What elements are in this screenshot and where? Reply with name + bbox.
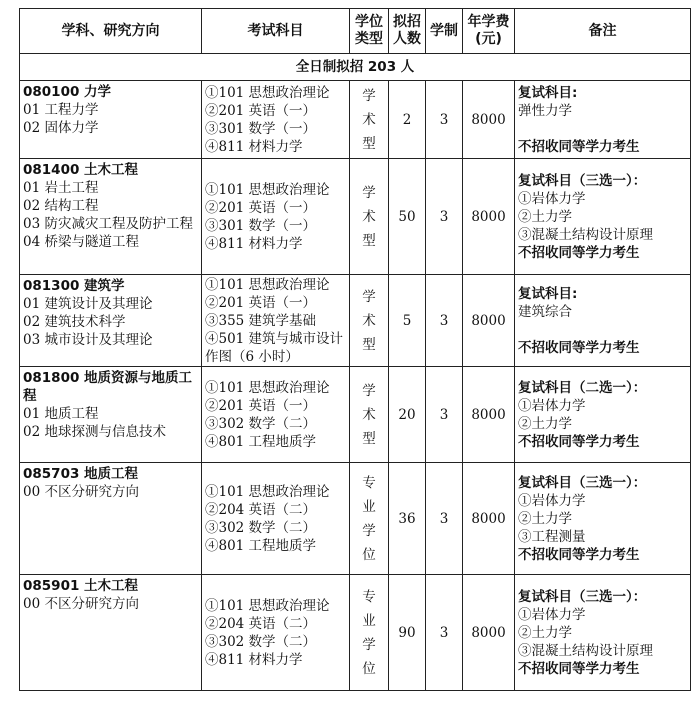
retest-item: ①岩体力学 [518,397,586,414]
fee-cell: 8000 [463,367,515,463]
exam-subject: ①101 思想政治理论 [205,276,330,293]
notes-cell [515,275,691,367]
degree-type-cell: 学 术 型 [350,367,389,463]
retest-title: 复试科目（二选一）： [518,379,647,396]
header-notes: 备注 [515,9,691,54]
degree-type-cell: 学 术 型 [350,275,389,367]
exam-subject: ③355 建筑学基础 [205,312,317,329]
enrollment-banner: 全日制拟招 203 人 [20,54,691,81]
restriction-note: 不招收同等学力考生 [518,138,640,155]
degree-type-cell: 专 业 学 位 [350,575,389,691]
notes-cell [515,463,691,575]
retest-item: ②土力学 [518,208,572,225]
exam-subjects-cell [202,275,350,367]
exam-subject: ②204 英语（二） [205,501,317,518]
header-duration: 学制 [426,9,463,54]
exam-subject: ①101 思想政治理论 [205,84,330,101]
exam-subject: ②201 英语（一） [205,397,317,414]
exam-subject: ④801 工程地质学 [205,433,317,450]
exam-subject: ②201 英语（一） [205,294,317,311]
research-direction: 01 建筑设计及其理论 [23,296,153,312]
research-direction: 00 不区分研究方向 [23,484,139,500]
research-direction: 02 地球探测与信息技术 [23,424,166,440]
header-major: 学科、研究方向 [20,9,202,54]
major-code-name: 085901 土木工程 [23,578,139,594]
exam-subject: ④811 材料力学 [205,138,303,155]
quota-cell: 5 [389,275,426,367]
exam-subject: ④501 建筑与城市设计作图（6 小时） [205,330,344,365]
exam-subject: ①101 思想政治理论 [205,597,330,614]
retest-title: 复试科目（三选一）： [518,172,647,189]
retest-title: 复试科目（三选一）： [518,474,647,491]
exam-subjects-cell [202,463,350,575]
major-cell [20,463,202,575]
research-direction: 03 防灾减灾工程及防护工程 [23,216,193,232]
table-row [20,81,691,159]
research-direction: 02 建筑技术科学 [23,314,126,330]
degree-type-cell: 专 业 学 位 [350,463,389,575]
fee-cell: 8000 [463,159,515,275]
retest-item: 建筑综合 [518,303,572,320]
exam-subject: ③302 数学（二） [205,519,317,536]
retest-item: ③混凝土结构设计原理 [518,226,653,243]
quota-cell: 2 [389,81,426,159]
restriction-note: 不招收同等学力考生 [518,339,640,356]
retest-item: ③工程测量 [518,528,586,545]
restriction-note: 不招收同等学力考生 [518,546,640,563]
retest-item: ①岩体力学 [518,606,586,623]
retest-item: ③混凝土结构设计原理 [518,642,653,659]
major-code-name: 081300 建筑学 [23,278,125,294]
exam-subject: ①101 思想政治理论 [205,181,330,198]
research-direction: 01 工程力学 [23,102,99,118]
duration-cell: 3 [426,463,463,575]
exam-subject: ②204 英语（二） [205,615,317,632]
table-row [20,463,691,575]
major-cell [20,159,202,275]
exam-subject: ④811 材料力学 [205,651,303,668]
notes-cell [515,575,691,691]
major-code-name: 081800 地质资源与地质工程 [23,370,193,404]
table-row [20,367,691,463]
exam-subject: ③302 数学（二） [205,633,317,650]
header-degree-type: 学位 类型 [350,9,389,54]
retest-item: ①岩体力学 [518,190,586,207]
table-row [20,275,691,367]
fee-cell: 8000 [463,463,515,575]
exam-subjects-cell [202,575,350,691]
retest-item: ②土力学 [518,510,572,527]
restriction-note: 不招收同等学力考生 [518,660,640,677]
exam-subject: ①101 思想政治理论 [205,483,330,500]
restriction-note: 不招收同等学力考生 [518,244,640,261]
notes-cell [515,159,691,275]
fee-cell: 8000 [463,275,515,367]
quota-cell: 90 [389,575,426,691]
retest-item: 弹性力学 [518,102,572,119]
retest-item: ②土力学 [518,415,572,432]
degree-type-cell: 学 术 型 [350,81,389,159]
header-row [20,9,691,54]
banner-row [20,54,691,81]
major-code-name: 081400 土木工程 [23,162,139,178]
major-cell [20,81,202,159]
research-direction: 01 地质工程 [23,406,99,422]
header-fee: 年学费 (元) [463,9,515,54]
research-direction: 02 固体力学 [23,120,99,136]
research-direction: 00 不区分研究方向 [23,596,139,612]
retest-title: 复试科目（三选一）： [518,588,647,605]
exam-subjects-cell [202,367,350,463]
retest-title: 复试科目: [518,285,578,302]
table-row [20,159,691,275]
research-direction: 02 结构工程 [23,198,99,214]
fee-cell: 8000 [463,575,515,691]
restriction-note: 不招收同等学力考生 [518,433,640,450]
quota-cell: 50 [389,159,426,275]
quota-cell: 36 [389,463,426,575]
retest-item: ①岩体力学 [518,492,586,509]
major-cell [20,575,202,691]
header-quota: 拟招 人数 [389,9,426,54]
exam-subject: ②201 英语（一） [205,199,317,216]
exam-subjects-cell [202,159,350,275]
duration-cell: 3 [426,81,463,159]
exam-subject: ①101 思想政治理论 [205,379,330,396]
notes-cell [515,81,691,159]
quota-cell: 20 [389,367,426,463]
exam-subject: ②201 英语（一） [205,102,317,119]
table-row [20,575,691,691]
research-direction: 04 桥梁与隧道工程 [23,234,139,250]
exam-subject: ④811 材料力学 [205,235,303,252]
major-code-name: 080100 力学 [23,84,112,100]
research-direction: 03 城市设计及其理论 [23,332,153,348]
header-subjects: 考试科目 [202,9,350,54]
duration-cell: 3 [426,367,463,463]
exam-subject: ③302 数学（二） [205,415,317,432]
admissions-table [19,8,691,691]
retest-item: ②土力学 [518,624,572,641]
exam-subjects-cell [202,81,350,159]
exam-subject: ④801 工程地质学 [205,537,317,554]
exam-subject: ③301 数学（一） [205,120,317,137]
major-cell [20,275,202,367]
notes-cell [515,367,691,463]
degree-type-cell: 学 术 型 [350,159,389,275]
research-direction: 01 岩土工程 [23,180,99,196]
retest-title: 复试科目: [518,84,578,101]
exam-subject: ③301 数学（一） [205,217,317,234]
duration-cell: 3 [426,575,463,691]
duration-cell: 3 [426,159,463,275]
major-code-name: 085703 地质工程 [23,466,139,482]
fee-cell: 8000 [463,81,515,159]
major-cell [20,367,202,463]
duration-cell: 3 [426,275,463,367]
